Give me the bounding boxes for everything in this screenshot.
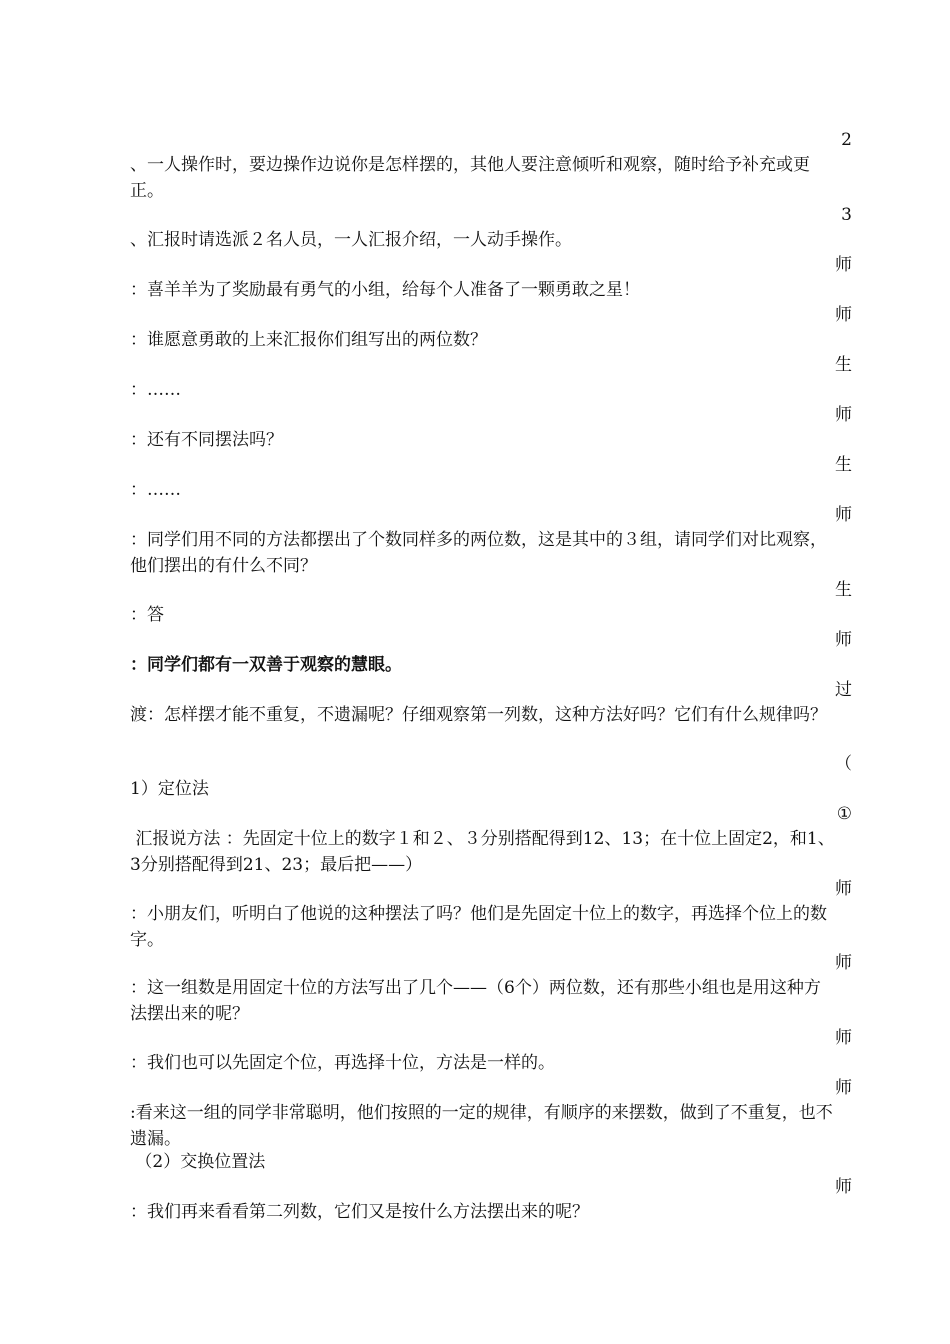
paragraph: ：我们再来看看第二列数，它们又是按什么方法摆出来的呢？ [130,1202,589,1222]
margin-marker: 师 [835,1028,852,1048]
paragraph: 汇报说方法 ：先固定十位上的数字１和２、３分别搭配得到12、13；在十位上固定2，和1、3分别搭配得到21、23；最后把——） [130,829,835,875]
paragraph: ：小朋友们，听明白了他说的这种摆法了吗？他们是先固定十位上的数字，再选择个位上的数字。 [130,904,827,950]
paragraph: ：我们也可以先固定个位，再选择十位，方法是一样的。 [130,1053,555,1073]
paragraph: ：答 [130,605,164,625]
margin-marker: 生 [835,580,852,600]
margin-marker: 师 [835,953,852,973]
margin-marker: （ [835,754,852,774]
paragraph: ：这一组数是用固定十位的方法写出了几个——（6个）两位数，还有那些小组也是用这种方法摆出来的呢？ [130,978,821,1024]
margin-marker: 师 [835,255,852,275]
paragraph: ：喜羊羊为了奖励最有勇气的小组，给每个人准备了一颗勇敢之星！ [130,280,640,300]
paragraph: ：…… [130,480,181,500]
margin-marker: ① [836,804,852,824]
paragraph: ：谁愿意勇敢的上来汇报你们组写出的两位数？ [130,330,487,350]
margin-marker: 师 [835,305,852,325]
margin-marker: 师 [835,879,852,899]
paragraph: ：同学们用不同的方法都摆出了个数同样多的两位数，这是其中的３组，请同学们对比观察，他们摆出的有什么不同？ [130,530,827,576]
margin-marker: 师 [835,630,852,650]
paragraph: 渡：怎样摆才能不重复，不遗漏呢？仔细观察第一列数，这种方法好吗？它们有什么规律吗？ [130,705,827,725]
margin-marker: 3 [841,205,852,225]
margin-marker: 2 [841,130,852,150]
margin-marker: 师 [835,1177,852,1197]
paragraph: 、一人操作时，要边操作边说你是怎样摆的，其他人要注意倾听和观察，随时给予补充或更正。 [130,155,810,201]
paragraph: 、汇报时请选派２名人员，一人汇报介绍，一人动手操作。 [130,230,572,250]
section-heading: （2）交换位置法 [130,1152,266,1172]
paragraph: :看来这一组的同学非常聪明，他们按照的一定的规律，有顺序的来摆数，做到了不重复，也不遗漏。 [130,1103,833,1149]
paragraph-bold: ：同学们都有一双善于观察的慧眼。 [130,655,402,675]
margin-marker: 师 [835,505,852,525]
margin-marker: 生 [835,455,852,475]
margin-marker: 师 [835,405,852,425]
paragraph: 1）定位法 [130,779,209,799]
margin-marker: 过 [835,680,852,700]
margin-marker: 师 [835,1078,852,1098]
paragraph: ：…… [130,380,181,400]
paragraph: ：还有不同摆法吗？ [130,430,283,450]
margin-marker: 生 [835,355,852,375]
